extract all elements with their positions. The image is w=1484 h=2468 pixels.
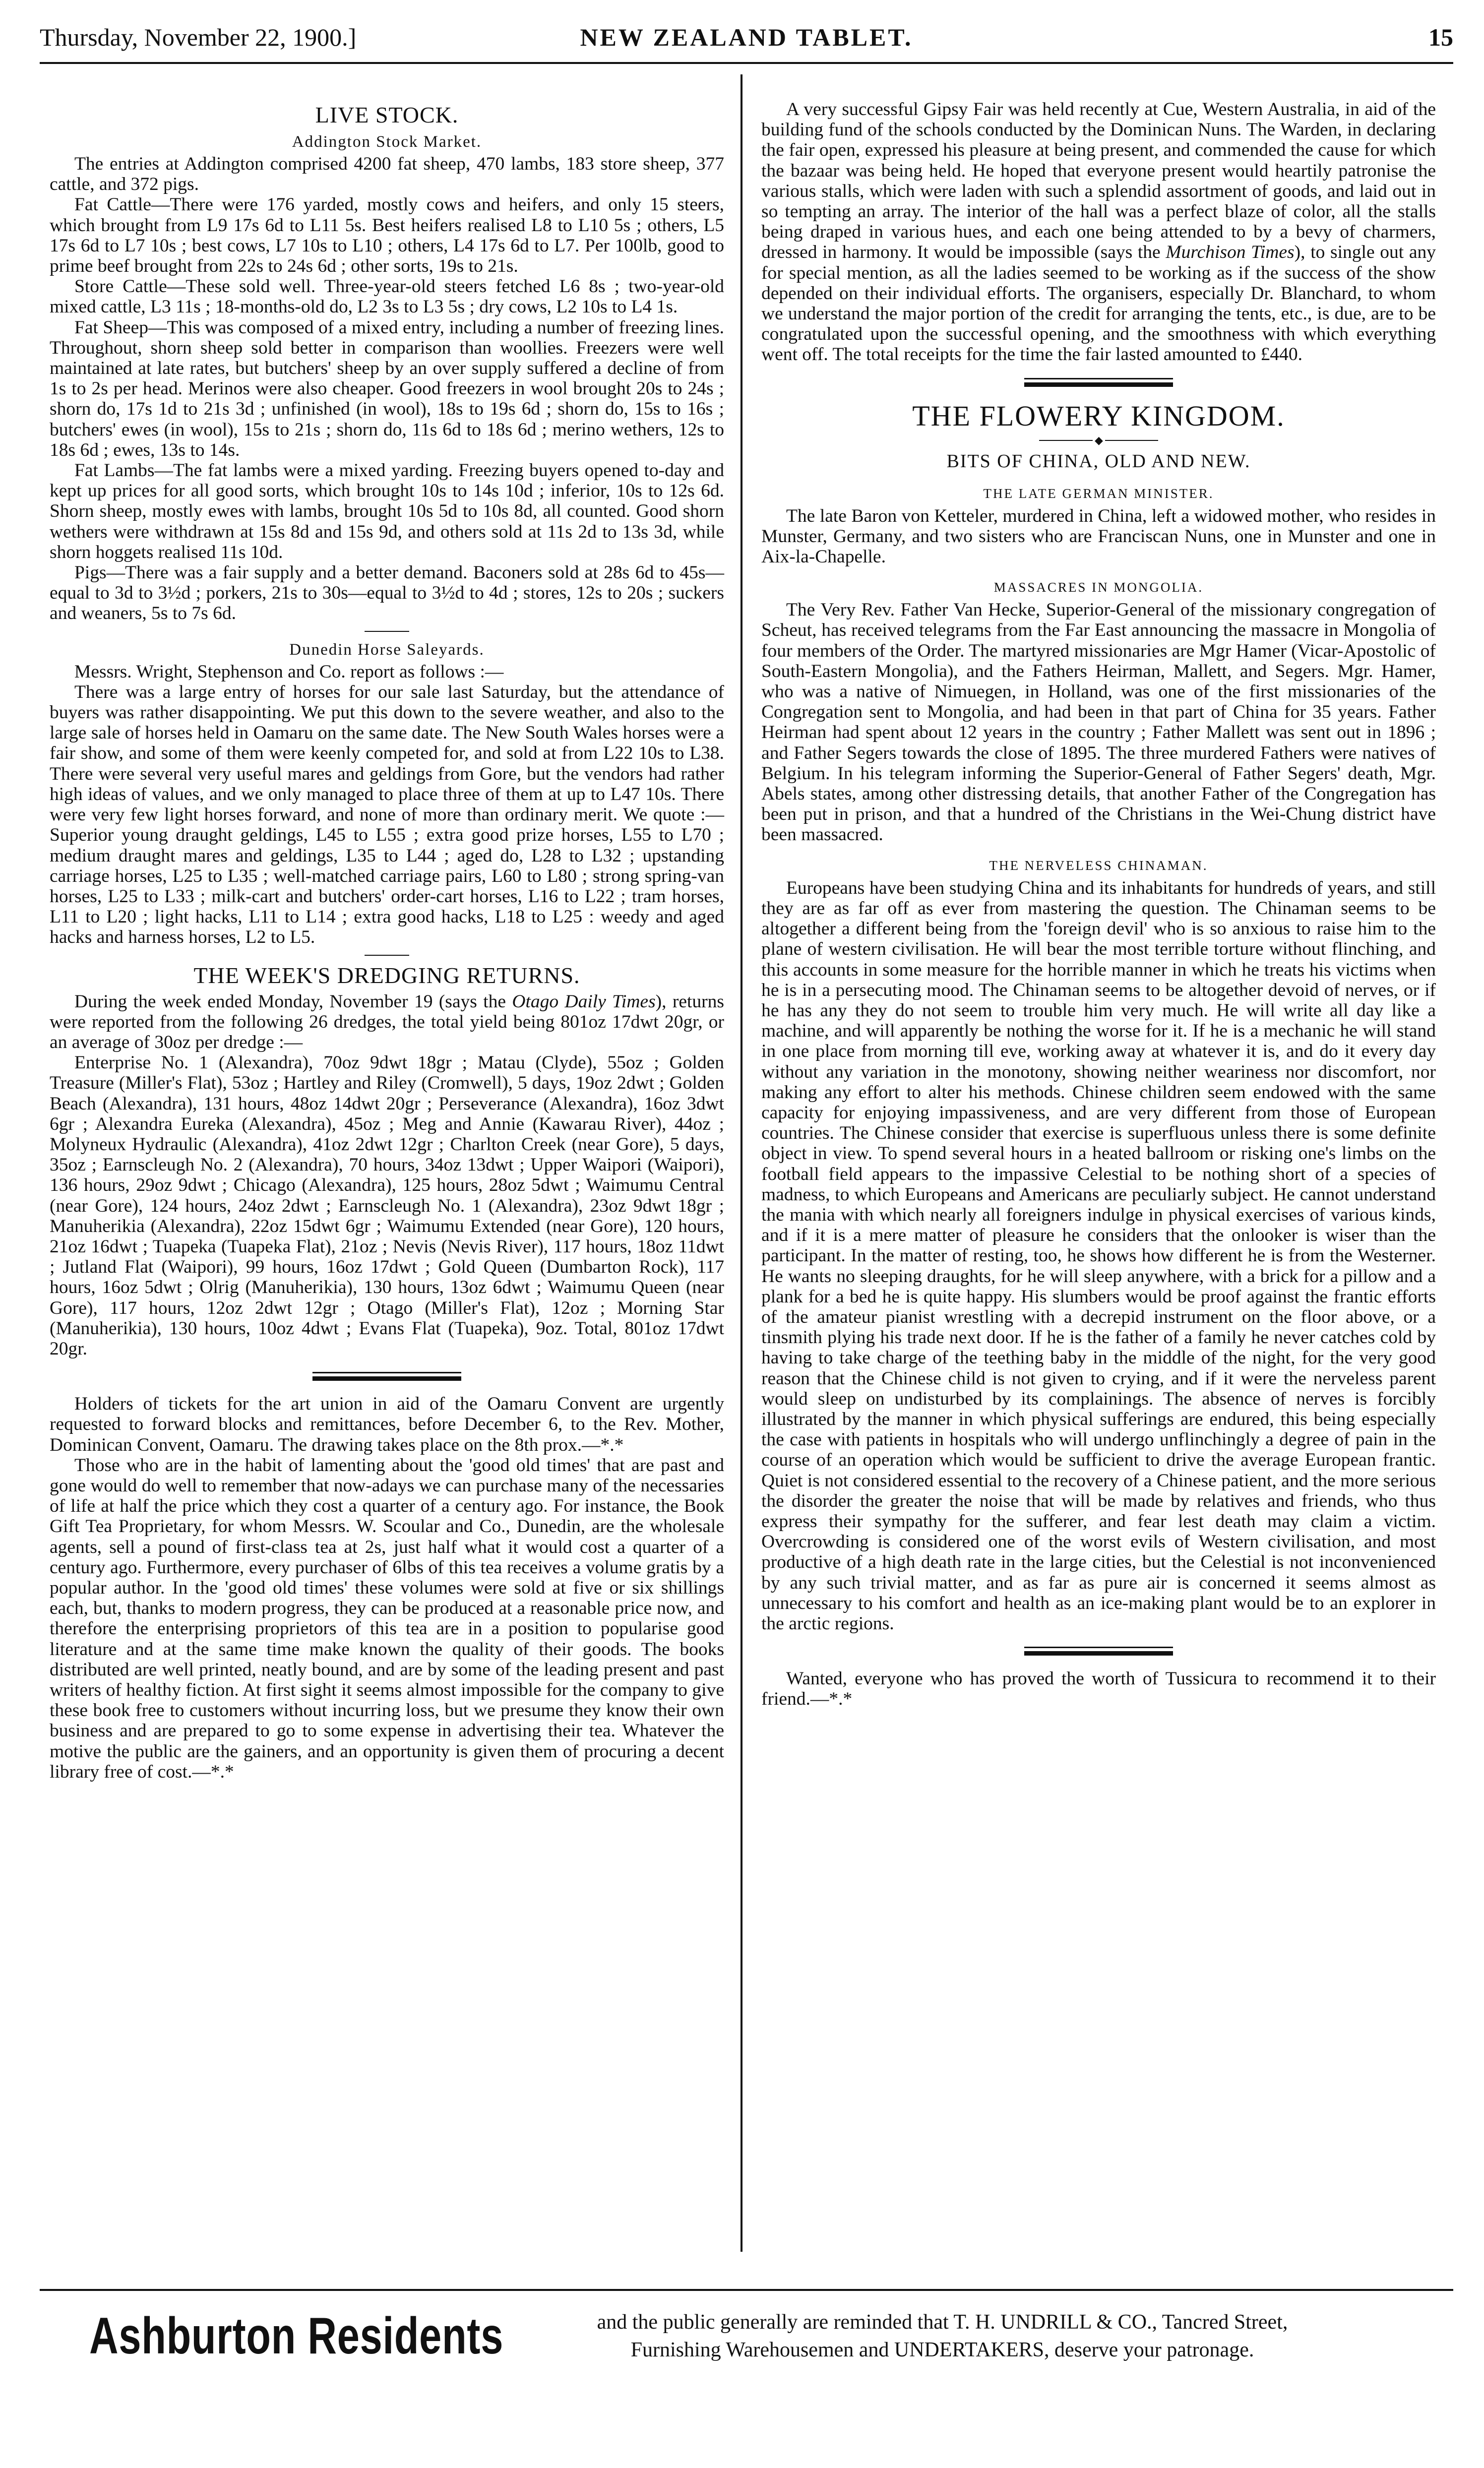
notice-para: Those who are in the habit of lamenting about the 'good old times' that are past and gone would do well to remember that now-adays we can purchase many of the necessaries of life at half the price which they cost a quarter of a century ago. For instance, the Book Gift Tea Proprietary, for whom Messrs. W. Scoular and Co., Dunedin, are the wholesale agents, sell a pound of first-class tea at 2s, just half what it would cost a quarter of a century ago. Furthermore, every purchaser of 6lbs of this tea receives a volume gratis by a popular author. In the 'good old times' these volumes were sold at five or six shillings each, but, thanks to modern progress, they can be produced at a reasonable price now, and therefore the enterprising proprietors of this tea are in a position to popularise good literature and at the same time make known the quality of their goods. The books distributed are well printed, neatly bound, and are by some of the leading present and past writers of healthy fiction. At first sight it seems almost impossible for the company to give these book free to customers without incurring loss, but we presume they know their own business and are prepared to go to some expense in advertising their tea. Whatever the motive the public are the gainers, and an opportunity is given them of procuring a decent library free of cost.—*.* xyxy=(50,1455,724,1782)
section-divider xyxy=(365,631,409,632)
gipsy-fair-source: Murchison Times xyxy=(1166,242,1295,263)
advert-text xyxy=(466,2309,1419,2363)
advert-line-2: Furnishing Warehousemen and UNDERTAKERS, deserve your patronage. xyxy=(630,2339,1254,2361)
dredging-title: THE WEEK'S DREDGING RETURNS. xyxy=(193,962,580,988)
horse-para: Messrs. Wright, Stephenson and Co. report as follows :— xyxy=(74,661,504,682)
section-heading: MASSACRES IN MONGOLIA. xyxy=(993,580,1204,595)
section-divider xyxy=(365,955,409,956)
dredging-list: Enterprise No. 1 (Alexandra), 70oz 9dwt 18gr ; Matau (Clyde), 55oz ; Golden Treasure (Miller's Flat), 53oz ; Hartley and Riley (Cromwell), 5 days, 19oz 2dwt ; Golden Beach (Alexandra), 131 hours, 48oz 14dwt 20gr ; Perseverance (Alexandra), 16oz 3dwt 6gr ; Alexandra Eureka (Alexandra), 45oz ; Meg and Annie (Kawarau River), 44oz ; Molyneux Hydraulic (Alexandra), 41oz 2dwt 12gr ; Charlton Creek (near Gore), 5 days, 35oz ; Earnscleugh No. 2 (Alexandra), 70 hours, 34oz 13dwt ; Upper Waipori (Waipori), 136 hours, 29oz 9dwt ; Chicago (Alexandra), 125 hours, 28oz 5dwt ; Waimumu Central (near Gore), 124 hours, 24oz 2dwt ; Earnscleugh No. 1 (Alexandra), 23oz 9dwt 18gr ; Manuherikia (Alexandra), 22oz 15dwt 6gr ; Waimumu Extended (near Gore), 120 hours, 21oz 16dwt ; Tuapeka (Tuapeka Flat), 21oz ; Nevis (Nevis River), 117 hours, 18oz 11dwt ; Jutland Flat (Waipori), 99 hours, 16oz 17dwt ; Gold Queen (Dumbarton Rock), 117 hours, 16oz 5dwt ; Olrig (Manuherikia), 130 hours, 13oz 6dwt ; Waimumu Queen (near Gore), 117 hours, 12oz 2dwt 12gr ; Otago (Miller's Flat), 12oz ; Morning Star (Manuherikia), 130 hours, 10oz 4dwt ; Evans Flat (Tuapeka), 9oz. Total, 801oz 17dwt 20gr. xyxy=(50,1052,724,1359)
diamond-divider xyxy=(1039,433,1158,446)
advertisement-footer xyxy=(40,2301,1453,2391)
section-heading: THE LATE GERMAN MINISTER. xyxy=(983,486,1214,501)
right-column xyxy=(761,99,1436,1710)
dredging-intro xyxy=(50,991,724,1053)
live-stock-para: Fat Cattle—There were 176 yarded, mostly cows and heifers, and only 15 steers, which brought from L9 17s 6d to L11 5s. Best heifers realised L8 to L10 5s ; others, L5 17s 6d to L7 10s ; best cows, L7 10s to L10 ; others, L4 17s 6d to L7. Per 100lb, good to prime beef brought from 22s to 24s 6d ; other sorts, 19s to 21s. xyxy=(50,194,724,277)
gipsy-fair-post: ), to single out any for special mention, as all the ladies seemed to be working as if the success of the show depended on their individual efforts. The organisers, especially Dr. Blanchard, to whom we understand the major portion of the credit for arranging the tents, etc., is due, are to be congratulated upon the successful opening, and the smoothness with which everything went off. The total receipts for the time the fair lasted amounted to £440. xyxy=(761,242,1436,365)
header-rule xyxy=(40,62,1453,64)
section-para: Europeans have been studying China and its inhabitants for hundreds of years, and still they are as far off as ever from mastering the question. The Chinaman seems to be altogether a different being from the 'foreign devil' who is so anxious to raise him to the plane of western civilisation. He will bear the most terrible torture without flinching, and this accounts in some measure for the horrible manner in which he treats his victims when he is in a persecuting mood. The Chinaman seems to be altogether devoid of nerves, or if he has any they do not seem to trouble him very much. He will write all day like a machine, and will apparently be nothing the worse for it. If he is a mechanic he will stand in one place from morning till eve, working away at whatever it is, and do it every day without any variation in the monotony, showing neither weariness nor discomfort, nor making any effort to alter his methods. Chinese children seem endowed with the same capacity for enjoying impassiveness, and are very different from those of European countries. The Chinese consider that exercise is superfluous unless there is some definite object in view. To spend several hours in a heated ballroom or risking one's limbs on the football field appears to the impassive Celestial to be nothing short of a species of madness, to which Europeans and Americans are peculiarly subject. He cannot understand the mania with which nearly all foreigners indulge in physical exercises of various kinds, and if it is a mere matter of pleasure he considers that the onlooker is wiser than the participant. In the matter of resting, too, he shows how different he is from the Westerner. He wants no sleeping draughts, for he will sleep anywhere, with a brick for a pillow and a plank for a bed he is quite happy. His slumbers would be proof against the frantic efforts of the amateur pianist wrestling with a decrepid instrument on the floor above, or a tinsmith plying his trade next door. If he is the father of a family he never catches cold by having to take charge of the teething baby in the middle of the night, for the very good reason that the Chinese child is not given to crying, and if it were the nerveless parent would sleep on undisturbed by its complainings. The absence of nerves is forcibly illustrated by the manner in which physical sufferings are endured, this being especially the case with patients in hospitals who will undergo unflinchingly a degree of pain in the course of an operation which would be sufficient to drive the average European frantic. Quiet is not considered essential to the recovery of a Chinese patient, and the more serious the disorder the greater the noise that will be made by relatives and friends, who thus express their sympathy for the sufferer, and fear lest death may claim a victim. Overcrowding is considered one of the worst evils of Western civilisation, and most productive of a high death rate in the large cities, but the Celestial is not inconvenienced by any such trivial matter, and as far as pure air is concerned it seems almost as unnecessary to his comfort and health as an ice-making plant would be to an explorer in the arctic regions. xyxy=(761,877,1436,1634)
dredging-intro-source: Otago Daily Times xyxy=(512,991,656,1012)
wanted-notice: Wanted, everyone who has proved the worth of Tussicura to recommend it to their friend.—*.* xyxy=(761,1668,1436,1710)
footer-rule xyxy=(40,2289,1453,2291)
section-divider-double xyxy=(1024,1647,1173,1656)
left-column xyxy=(50,99,724,1782)
dredging-intro-pre: During the week ended Monday, November 19 (says the xyxy=(74,991,512,1012)
live-stock-para: Fat Sheep—This was composed of a mixed entry, including a number of freezing lines. Throughout, shorn sheep sold better in comparison than woollies. Freezers were well maintained at late rates, but butchers' sheep by an over supply suffered a decline of from 1s to 2s per head. Merinos were also cheaper. Good freezers in wool brought 20s to 24s ; shorn do, 17s 1d to 21s 3d ; unfinished (in wool), 18s to 19s 6d ; shorn do, 15s to 16s ; butchers' ewes (in wool), 15s to 21s ; shorn do, 11s 6d to 18s 6d ; merino wethers, 12s to 18s 6d ; ewes, 13s to 14s. xyxy=(50,317,724,460)
live-stock-title: LIVE STOCK. xyxy=(315,102,459,127)
live-stock-para: Store Cattle—These sold well. Three-year-old steers fetched L6 8s ; two-year-old mixed cattle, L3 11s ; 18-months-old do, L2 3s to L3 5s ; dry cows, L2 10s to L4 1s. xyxy=(50,276,724,317)
column-rule xyxy=(741,74,742,2252)
gipsy-fair-pre: A very successful Gipsy Fair was held recently at Cue, Western Australia, in aid of the building fund of the schools conducted by the Dominican Nuns. The Warden, in declaring the fair open, expressed his pleasure at being present, and commended the cause for which the bazaar was being held. He hoped that everyone present would heartily patronise the various stalls, which were laden with such a splendid assortment of goods, and laid out in so tempting an array. The interior of the hall was a perfect blaze of color, all the stalls being draped in various hues, and each one being attended to by a bevy of charmers, dressed in harmony. It would be impossible (says the xyxy=(761,99,1436,263)
masthead-title: NEW ZEALAND TABLET. xyxy=(580,23,913,51)
section-para: The Very Rev. Father Van Hecke, Superior-General of the missionary congregation of Scheut, has received telegrams from the Far East announcing the massacre in Mongolia of four members of the Order. The martyred missionaries are Mgr Hamer (Vicar-Apostolic of South-Eastern Mongolia), and the Fathers Heirman, Mallett, and Segers. Mgr. Hamer, who was a native of Nimuegen, in Holland, was one of the first missionaries of the Congregation sent to Mongolia, and had been in that part of China for 35 years. Father Heirman had spent about 12 years in the country ; Father Mallett was sent out in 1896 ; and Father Segers towards the close of 1895. The three murdered Fathers were natives of Belgium. In his telegram informing the Superior-General of Father Segers' death, Mgr. Abels states, among other distressing details, that another Father of the Congregation has been put in prison, and that a hundred of the Christians in the Wei-Chung district have been massacred. xyxy=(761,600,1436,845)
page-header xyxy=(40,20,1453,55)
page-number: 15 xyxy=(1428,23,1453,51)
horse-saleyards-title: Dunedin Horse Saleyards. xyxy=(289,640,485,659)
flowery-kingdom-title: THE FLOWERY KINGDOM. xyxy=(912,399,1285,432)
horse-para: There was a large entry of horses for our sale last Saturday, but the attendance of buyers was rather disappointing. We put this down to the severe weather, and also to the large sale of horses held in Oamaru on the same date. The New South Wales horses were a fair show, and some of them were keenly competed for, and sold at from L22 10s to L38. There were several very useful mares and geldings from Gore, but the vendors had rather high ideas of values, and we only managed to place three of them at up to L47 10s. There were very few light horses forward, and none of more than ordinary merit. We quote :—Superior young draught geldings, L45 to L55 ; extra good prize horses, L55 to L70 ; medium draught mares and geldings, L35 to L44 ; aged do, L28 to L32 ; upstanding carriage horses, L25 to L35 ; well-matched carriage pairs, L60 to L80 ; strong spring-van horses, L25 to L33 ; milk-cart and butchers' order-cart horses, L16 to L22 ; tram horses, L11 to L20 ; light hacks, L11 to L14 ; extra good hacks, L18 to L25 : weedy and aged hacks and harness horses, L2 to L5. xyxy=(50,681,724,948)
section-divider-double xyxy=(1024,378,1173,387)
section-heading: THE NERVELESS CHINAMAN. xyxy=(989,858,1208,873)
live-stock-para: The entries at Addington comprised 4200 fat sheep, 470 lambs, 183 store sheep, 377 cattle, and 372 pigs. xyxy=(50,154,724,195)
section-divider-double xyxy=(312,1372,461,1381)
advert-line-1: and the public generally are reminded that T. H. UNDRILL & CO., Tancred Street, xyxy=(597,2311,1288,2334)
dredging-intro-post: ), returns were reported from the following 26 dredges, the total yield being 801oz 17dwt 20gr, or an average of 30oz per dredge :— xyxy=(50,991,725,1052)
live-stock-para: Pigs—There was a fair supply and a better demand. Baconers sold at 28s 6d to 45s—equal to 3d to 3½d ; porkers, 21s to 30s—equal to 3½d to 4d ; stores, 12s to 20s ; suckers and weaners, 5s to 7s 6d. xyxy=(50,562,724,624)
section-para: The late Baron von Ketteler, murdered in China, left a widowed mother, who resides in Munster, Germany, and two sisters who are Franciscan Nuns, one in Munster and one in Aix-la-Chapelle. xyxy=(761,505,1436,567)
diamond-ornament: ◆ xyxy=(1093,434,1105,446)
flowery-kingdom-subtitle: BITS OF CHINA, OLD AND NEW. xyxy=(946,450,1251,472)
notice-para: Holders of tickets for the art union in aid of the Oamaru Convent are urgently requested to forward blocks and remittances, before December 6, to the Rev. Mother, Dominican Convent, Oamaru. The drawing takes place on the 8th prox.—*.* xyxy=(50,1394,724,1455)
live-stock-subtitle: Addington Stock Market. xyxy=(292,133,482,151)
issue-date: Thursday, November 22, 1900.] xyxy=(40,23,357,51)
advert-brand: Ashburton Residents xyxy=(89,2307,504,2365)
live-stock-para: Fat Lambs—The fat lambs were a mixed yarding. Freezing buyers opened to-day and kept up prices for all good sorts, which brought 10s to 14s 10d ; inferior, 10s to 12s 6d. Shorn sheep, mostly ewes with lambs, brought 10s 5d to 10s 8d, all counted. Good shorn wethers were withdrawn at 15s 8d and 15s 9d, and others sold at 11s 2d to 13s 3d, while shorn hoggets realised 11s 10d. xyxy=(50,460,724,562)
gipsy-fair-para xyxy=(761,99,1436,365)
